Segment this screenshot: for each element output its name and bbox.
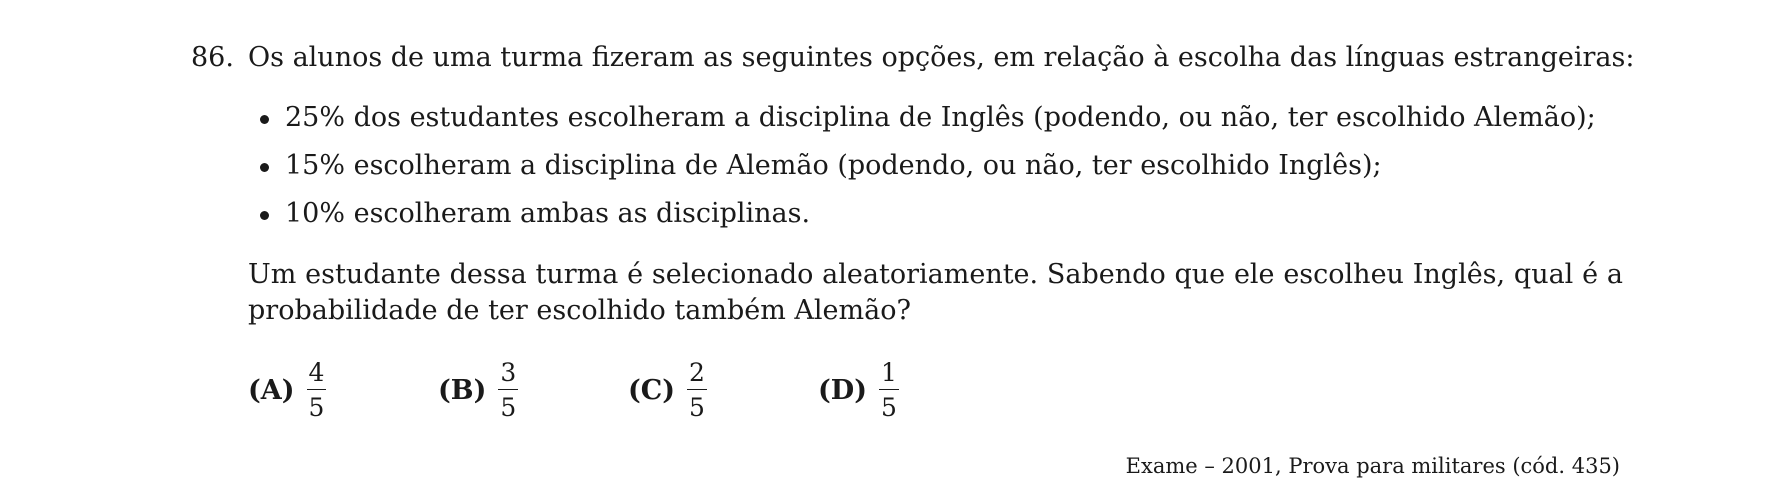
bullet-text: 10% escolheram ambas as disciplinas. (285, 198, 811, 229)
bullet-item (285, 148, 1596, 196)
fraction-numerator: 4 (307, 360, 327, 390)
bullet-dot-icon (260, 163, 269, 172)
fraction-denominator: 5 (308, 393, 325, 422)
bullet-dot-icon (260, 115, 269, 124)
bullet-list (285, 100, 1596, 244)
question-number: 86. (191, 42, 234, 73)
fraction-denominator: 5 (500, 393, 517, 422)
option-label: (B) (438, 374, 487, 406)
question-prompt: Um estudante dessa turma é selecionado aleatoriamente. Sabendo que ele escolheu Inglês, qual é a probabilidade de ter escolhido também Alemão? (248, 259, 1623, 326)
option-label: (D) (818, 374, 867, 406)
option-d (818, 350, 899, 430)
bullet-item (285, 196, 1596, 244)
fraction-numerator: 2 (687, 360, 707, 390)
bullet-dot-icon (260, 211, 269, 220)
option-c (628, 350, 707, 430)
option-fraction (498, 360, 518, 420)
fraction-numerator: 3 (498, 360, 518, 390)
option-a (248, 350, 326, 430)
fraction-denominator: 5 (689, 393, 705, 422)
option-label: (C) (628, 374, 676, 406)
bullet-item (285, 100, 1596, 148)
option-label: (A) (248, 374, 295, 406)
bullet-text: 25% dos estudantes escolheram a disciplina de Inglês (podendo, ou não, ter escolhido Alemão); (285, 102, 1596, 133)
question-stem: Os alunos de uma turma fizeram as seguintes opções, em relação à escolha das línguas estrangeiras: (248, 42, 1635, 73)
fraction-denominator: 5 (880, 393, 897, 422)
fraction-numerator: 1 (879, 360, 899, 390)
source-citation: Exame – 2001, Prova para militares (cód. 435) (1125, 454, 1620, 478)
option-b (438, 350, 518, 430)
option-fraction (307, 360, 327, 420)
bullet-text: 15% escolheram a disciplina de Alemão (podendo, ou não, ter escolhido Inglês); (285, 150, 1382, 181)
option-fraction (879, 360, 899, 420)
option-fraction (687, 360, 707, 420)
